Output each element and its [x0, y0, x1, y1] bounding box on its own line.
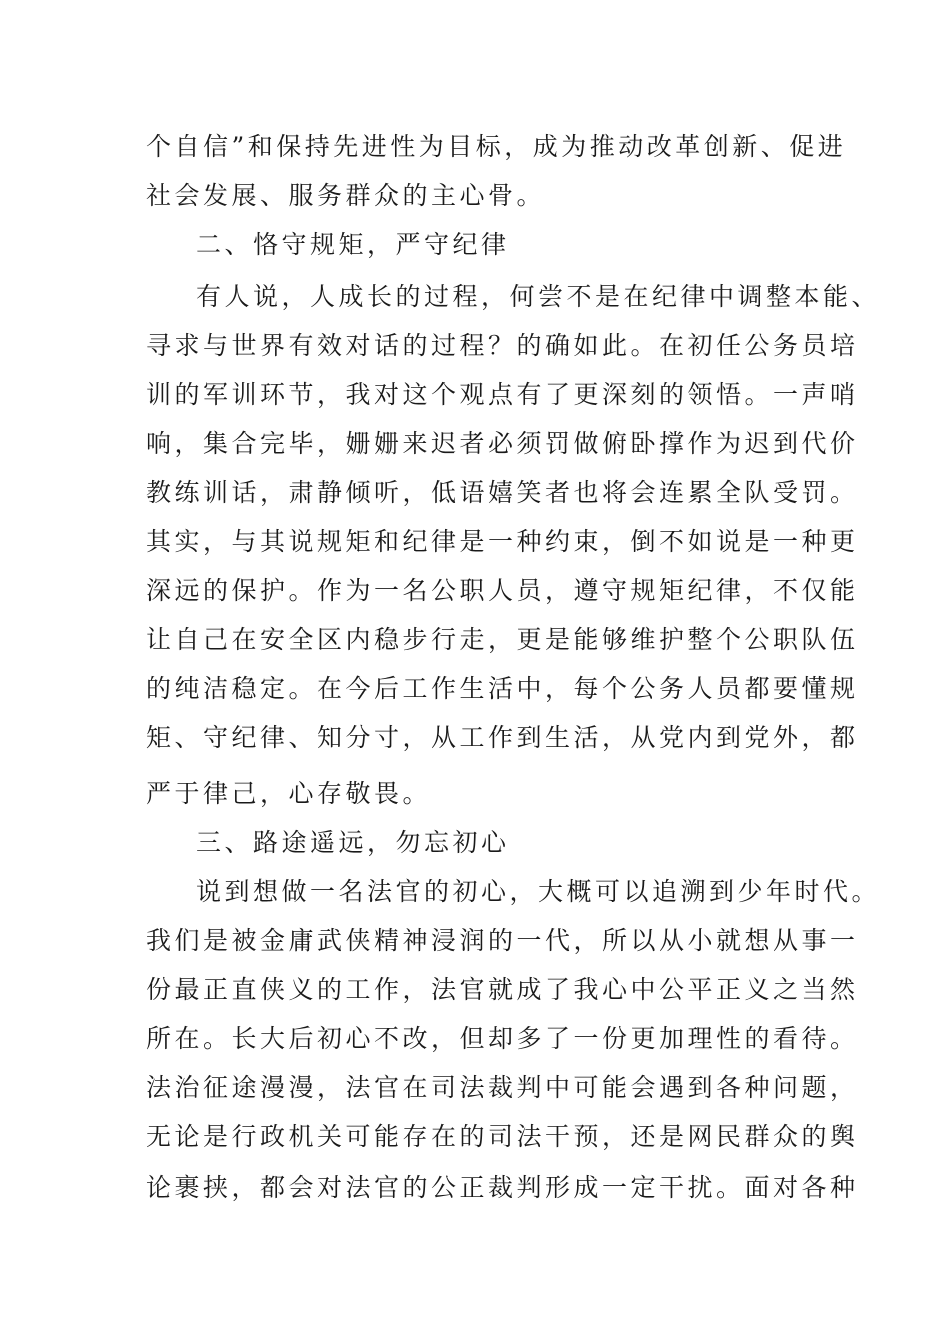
text-line: 训的军训环节，我对这个观点有了更深刻的领悟。一声哨 [146, 380, 859, 409]
text-line: 让自己在安全区内稳步行走，更是能够维护整个公职队伍 [146, 625, 859, 654]
text-line: 有人说，人成长的过程，何尝不是在纪律中调整本能、 [196, 282, 881, 311]
text-line: 严于律己，心存敬畏。 [146, 779, 432, 808]
text-line: 的纯洁稳定。在今后工作生活中，每个公务人员都要懂规 [146, 674, 859, 703]
text-line: 响，集合完毕，姗姗来迟者必须罚做俯卧撑作为迟到代价 [146, 429, 859, 458]
text-line: 社会发展、服务群众的主心骨。 [146, 181, 546, 210]
text-line: 其实，与其说规矩和纪律是一种约束，倒不如说是一种更 [146, 527, 859, 556]
text-line: 深远的保护。作为一名公职人员，遵守规矩纪律，不仅能 [146, 576, 859, 605]
text-line: 教练训话，肃静倾听，低语嬉笑者也将会连累全队受罚。 [146, 478, 859, 507]
text-line: 说到想做一名法官的初心，大概可以追溯到少年时代。 [196, 877, 881, 906]
text-line: 所在。长大后初心不改，但却多了一份更加理性的看待。 [146, 1024, 859, 1053]
text-line: 论裹挟，都会对法官的公正裁判形成一定干扰。面对各种 [146, 1173, 859, 1202]
text-line: 矩、守纪律、知分寸，从工作到生活，从党内到党外，都 [146, 723, 859, 752]
text-line: 个自信”和保持先进性为目标，成为推动改革创新、促进 [146, 132, 847, 161]
text-line: 份最正直侠义的工作，法官就成了我心中公平正义之当然 [146, 975, 859, 1004]
text-line: 我们是被金庸武侠精神浸润的一代，所以从小就想从事一 [146, 926, 859, 955]
section-heading: 三、路途遥远，勿忘初心 [196, 828, 510, 857]
text-line: 无论是行政机关可能存在的司法干预，还是网民群众的舆 [146, 1122, 859, 1151]
section-heading: 二、恪守规矩，严守纪律 [196, 230, 510, 259]
text-line: 寻求与世界有效对话的过程？的确如此。在初任公务员培 [146, 331, 859, 360]
text-line: 法治征途漫漫，法官在司法裁判中可能会遇到各种问题， [146, 1073, 859, 1102]
